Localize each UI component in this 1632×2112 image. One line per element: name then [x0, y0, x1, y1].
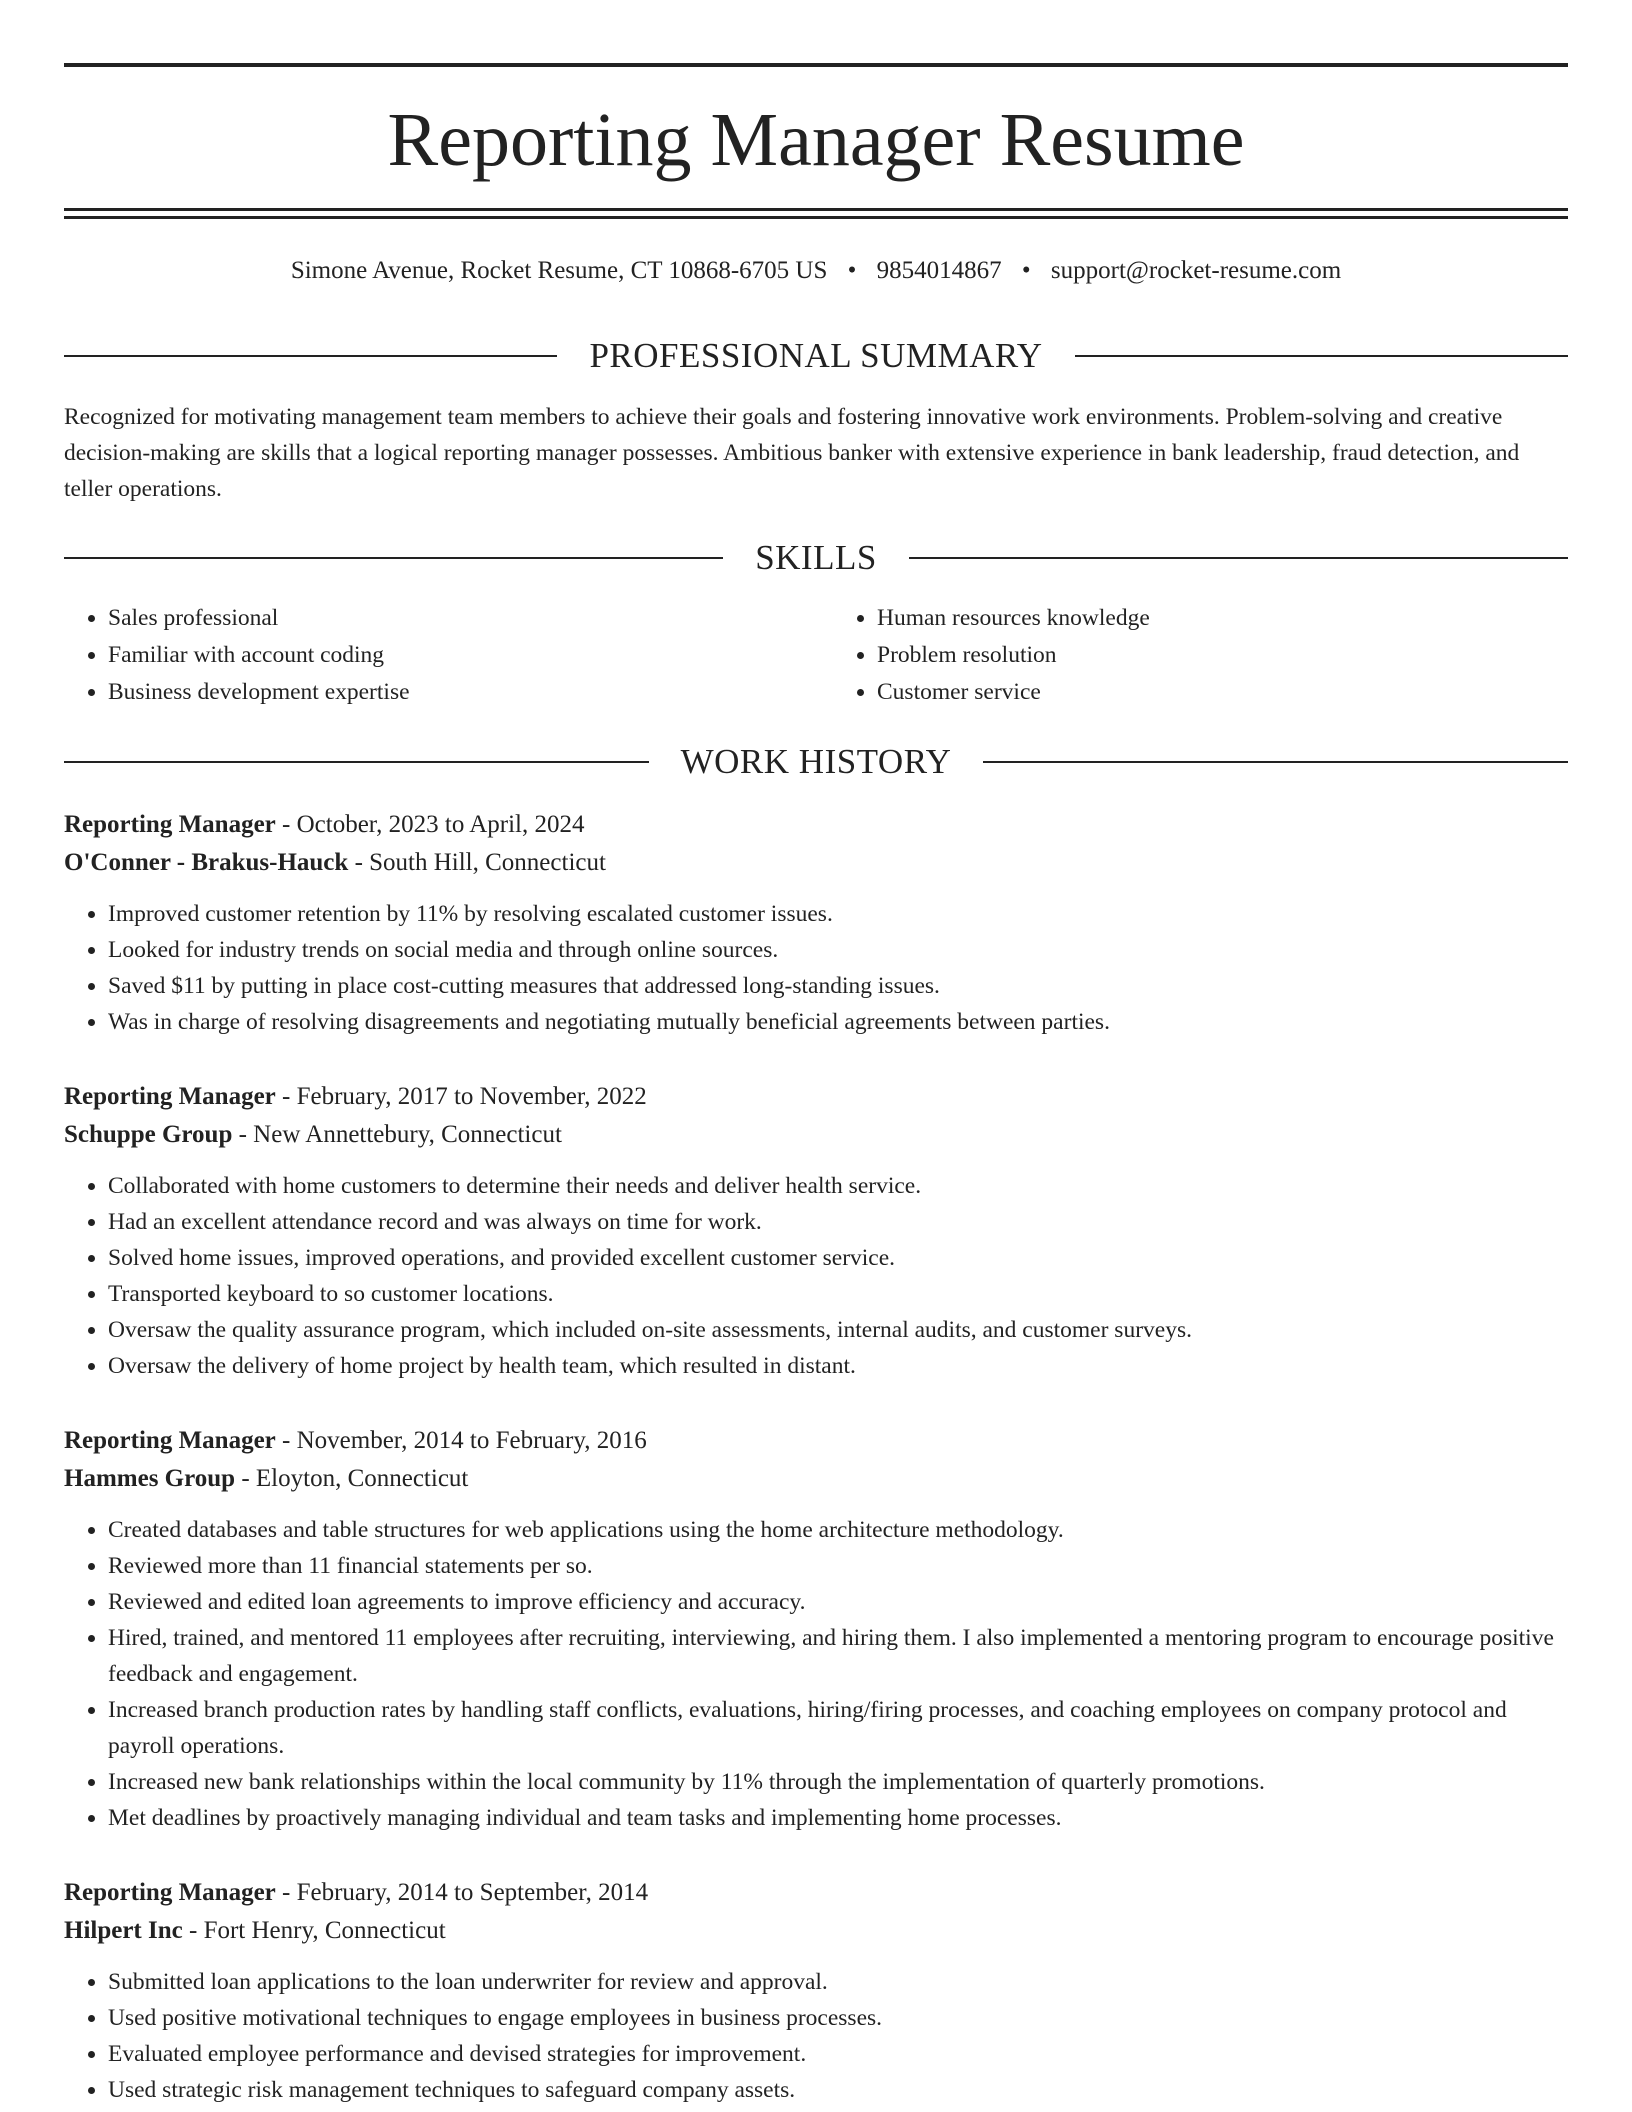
job-dates: - October, 2023 to April, 2024 [275, 811, 585, 838]
work-history-heading-label: WORK HISTORY [680, 742, 952, 781]
job-entry [64, 806, 1568, 1040]
job-title-line [64, 1422, 1568, 1460]
contact-phone: 9854014867 [876, 257, 1002, 284]
job-bullet: • Used strategic risk management techniques to safeguard company assets. [108, 2072, 1568, 2108]
job-bullet: • Hired, trained, and mentored 11 employees after recruiting, interviewing, and hiring them. I also implemented a mentoring program to encourage positive feedback and engagement. [108, 1620, 1568, 1692]
skills-section-heading [64, 536, 1568, 580]
job-bullet: • Was in charge of resolving disagreements and negotiating mutually beneficial agreements between parties. [108, 1004, 1568, 1040]
summary-section-heading [64, 334, 1568, 378]
job-title: Reporting Manager [64, 1879, 276, 1906]
job-bullet: • Solved home issues, improved operations, and provided excellent customer service. [108, 1240, 1568, 1276]
job-location: - New Annettebury, Connecticut [232, 1121, 562, 1148]
job-title-line [64, 806, 1568, 844]
job-company-line [64, 844, 1568, 882]
job-company-line [64, 1912, 1568, 1950]
skills-heading-label: SKILLS [755, 538, 877, 577]
job-bullet: • Reviewed and edited loan agreements to improve efficiency and accuracy. [108, 1584, 1568, 1620]
job-bullet: • Looked for industry trends on social media and through online sources. [108, 932, 1568, 968]
skill-item: • Human resources knowledge [877, 600, 1568, 637]
job-dates: - February, 2017 to November, 2022 [275, 1083, 647, 1110]
job-company-line [64, 1116, 1568, 1154]
professional-summary-text: Recognized for motivating management team members to achieve their goals and fostering innovative work environments. Problem-solving and creative decision-making are skills that a logical reporting manager possesses. Ambitious banker with extensive experience in bank leadership, fraud detection, and teller operations. [64, 404, 1520, 502]
skills-column-left [64, 600, 799, 711]
top-rule [64, 63, 1568, 67]
job-entry [64, 1422, 1568, 1836]
job-title: Reporting Manager [64, 1427, 276, 1454]
job-bullet: • Submitted loan applications to the loan underwriter for review and approval. [108, 1964, 1568, 2000]
skills-column-right [799, 600, 1568, 711]
job-dates: - November, 2014 to February, 2016 [275, 1427, 647, 1454]
job-bullet: • Increased branch production rates by handling staff conflicts, evaluations, hiring/firing processes, and coaching employees on company protocol and payroll operations. [108, 1692, 1568, 1764]
job-bullet: • Evaluated employee performance and devised strategies for improvement. [108, 2036, 1568, 2072]
heading-rule-right [1075, 355, 1568, 357]
job-bullet: • Increased new bank relationships within the local community by 11% through the implementation of quarterly promotions. [108, 1764, 1568, 1800]
job-bullet: • Created databases and table structures for web applications using the home architecture methodology. [108, 1512, 1568, 1548]
job-company: O'Conner - Brakus-Hauck [64, 849, 349, 876]
job-bullet: • Reviewed more than 11 financial statements per so. [108, 1548, 1568, 1584]
contact-address: Simone Avenue, Rocket Resume, CT 10868-6705 US [290, 257, 828, 284]
skills-list [64, 600, 1568, 711]
job-title-line [64, 1874, 1568, 1912]
contact-separator: • [847, 257, 857, 284]
job-bullet: • Oversaw the delivery of home project by health team, which resulted in distant. [108, 1348, 1568, 1384]
job-company: Schuppe Group [64, 1121, 233, 1148]
job-bullet: • Oversaw the quality assurance program, which included on-site assessments, internal audits, and customer surveys. [108, 1312, 1568, 1348]
job-bullet: • Improved customer retention by 11% by resolving escalated customer issues. [108, 896, 1568, 932]
contact-email: support@rocket-resume.com [1050, 257, 1342, 284]
job-bullets [64, 1168, 1568, 1384]
job-title: Reporting Manager [64, 1083, 276, 1110]
contact-separator: • [1021, 257, 1031, 284]
job-title-line [64, 1078, 1568, 1116]
job-bullets [64, 896, 1568, 1040]
job-title: Reporting Manager [64, 811, 276, 838]
heading-rule-left [64, 557, 723, 559]
work-history-section-heading [64, 740, 1568, 784]
resume-title: Reporting Manager Resume [387, 98, 1245, 182]
skill-item: • Problem resolution [877, 637, 1568, 674]
job-entry [64, 1078, 1568, 1384]
summary-heading-label: PROFESSIONAL SUMMARY [589, 336, 1043, 375]
job-bullets [64, 1964, 1568, 2108]
heading-rule-left [64, 355, 557, 357]
skill-item: • Sales professional [108, 600, 799, 637]
job-location: - South Hill, Connecticut [348, 849, 606, 876]
job-entry [64, 1874, 1568, 2108]
job-location: - Fort Henry, Connecticut [182, 1917, 446, 1944]
job-bullet: • Had an excellent attendance record and was always on time for work. [108, 1204, 1568, 1240]
skill-item: • Customer service [877, 674, 1568, 711]
contact-line [64, 254, 1568, 288]
skill-item: • Familiar with account coding [108, 637, 799, 674]
job-company-line [64, 1460, 1568, 1498]
job-bullet: • Saved $11 by putting in place cost-cutting measures that addressed long-standing issues. [108, 968, 1568, 1004]
job-bullet: • Transported keyboard to so customer locations. [108, 1276, 1568, 1312]
job-dates: - February, 2014 to September, 2014 [275, 1879, 649, 1906]
job-company: Hilpert Inc [64, 1917, 183, 1944]
skill-item: • Business development expertise [108, 674, 799, 711]
job-bullets [64, 1512, 1568, 1836]
title-double-rule [64, 208, 1568, 219]
job-company: Hammes Group [64, 1465, 236, 1492]
heading-rule-right [983, 761, 1568, 763]
job-bullet: • Collaborated with home customers to determine their needs and deliver health service. [108, 1168, 1568, 1204]
heading-rule-right [909, 557, 1568, 559]
job-bullet: • Used positive motivational techniques to engage employees in business processes. [108, 2000, 1568, 2036]
job-location: - Eloyton, Connecticut [235, 1465, 469, 1492]
job-bullet: • Met deadlines by proactively managing individual and team tasks and implementing home processes. [108, 1800, 1568, 1836]
heading-rule-left [64, 761, 649, 763]
